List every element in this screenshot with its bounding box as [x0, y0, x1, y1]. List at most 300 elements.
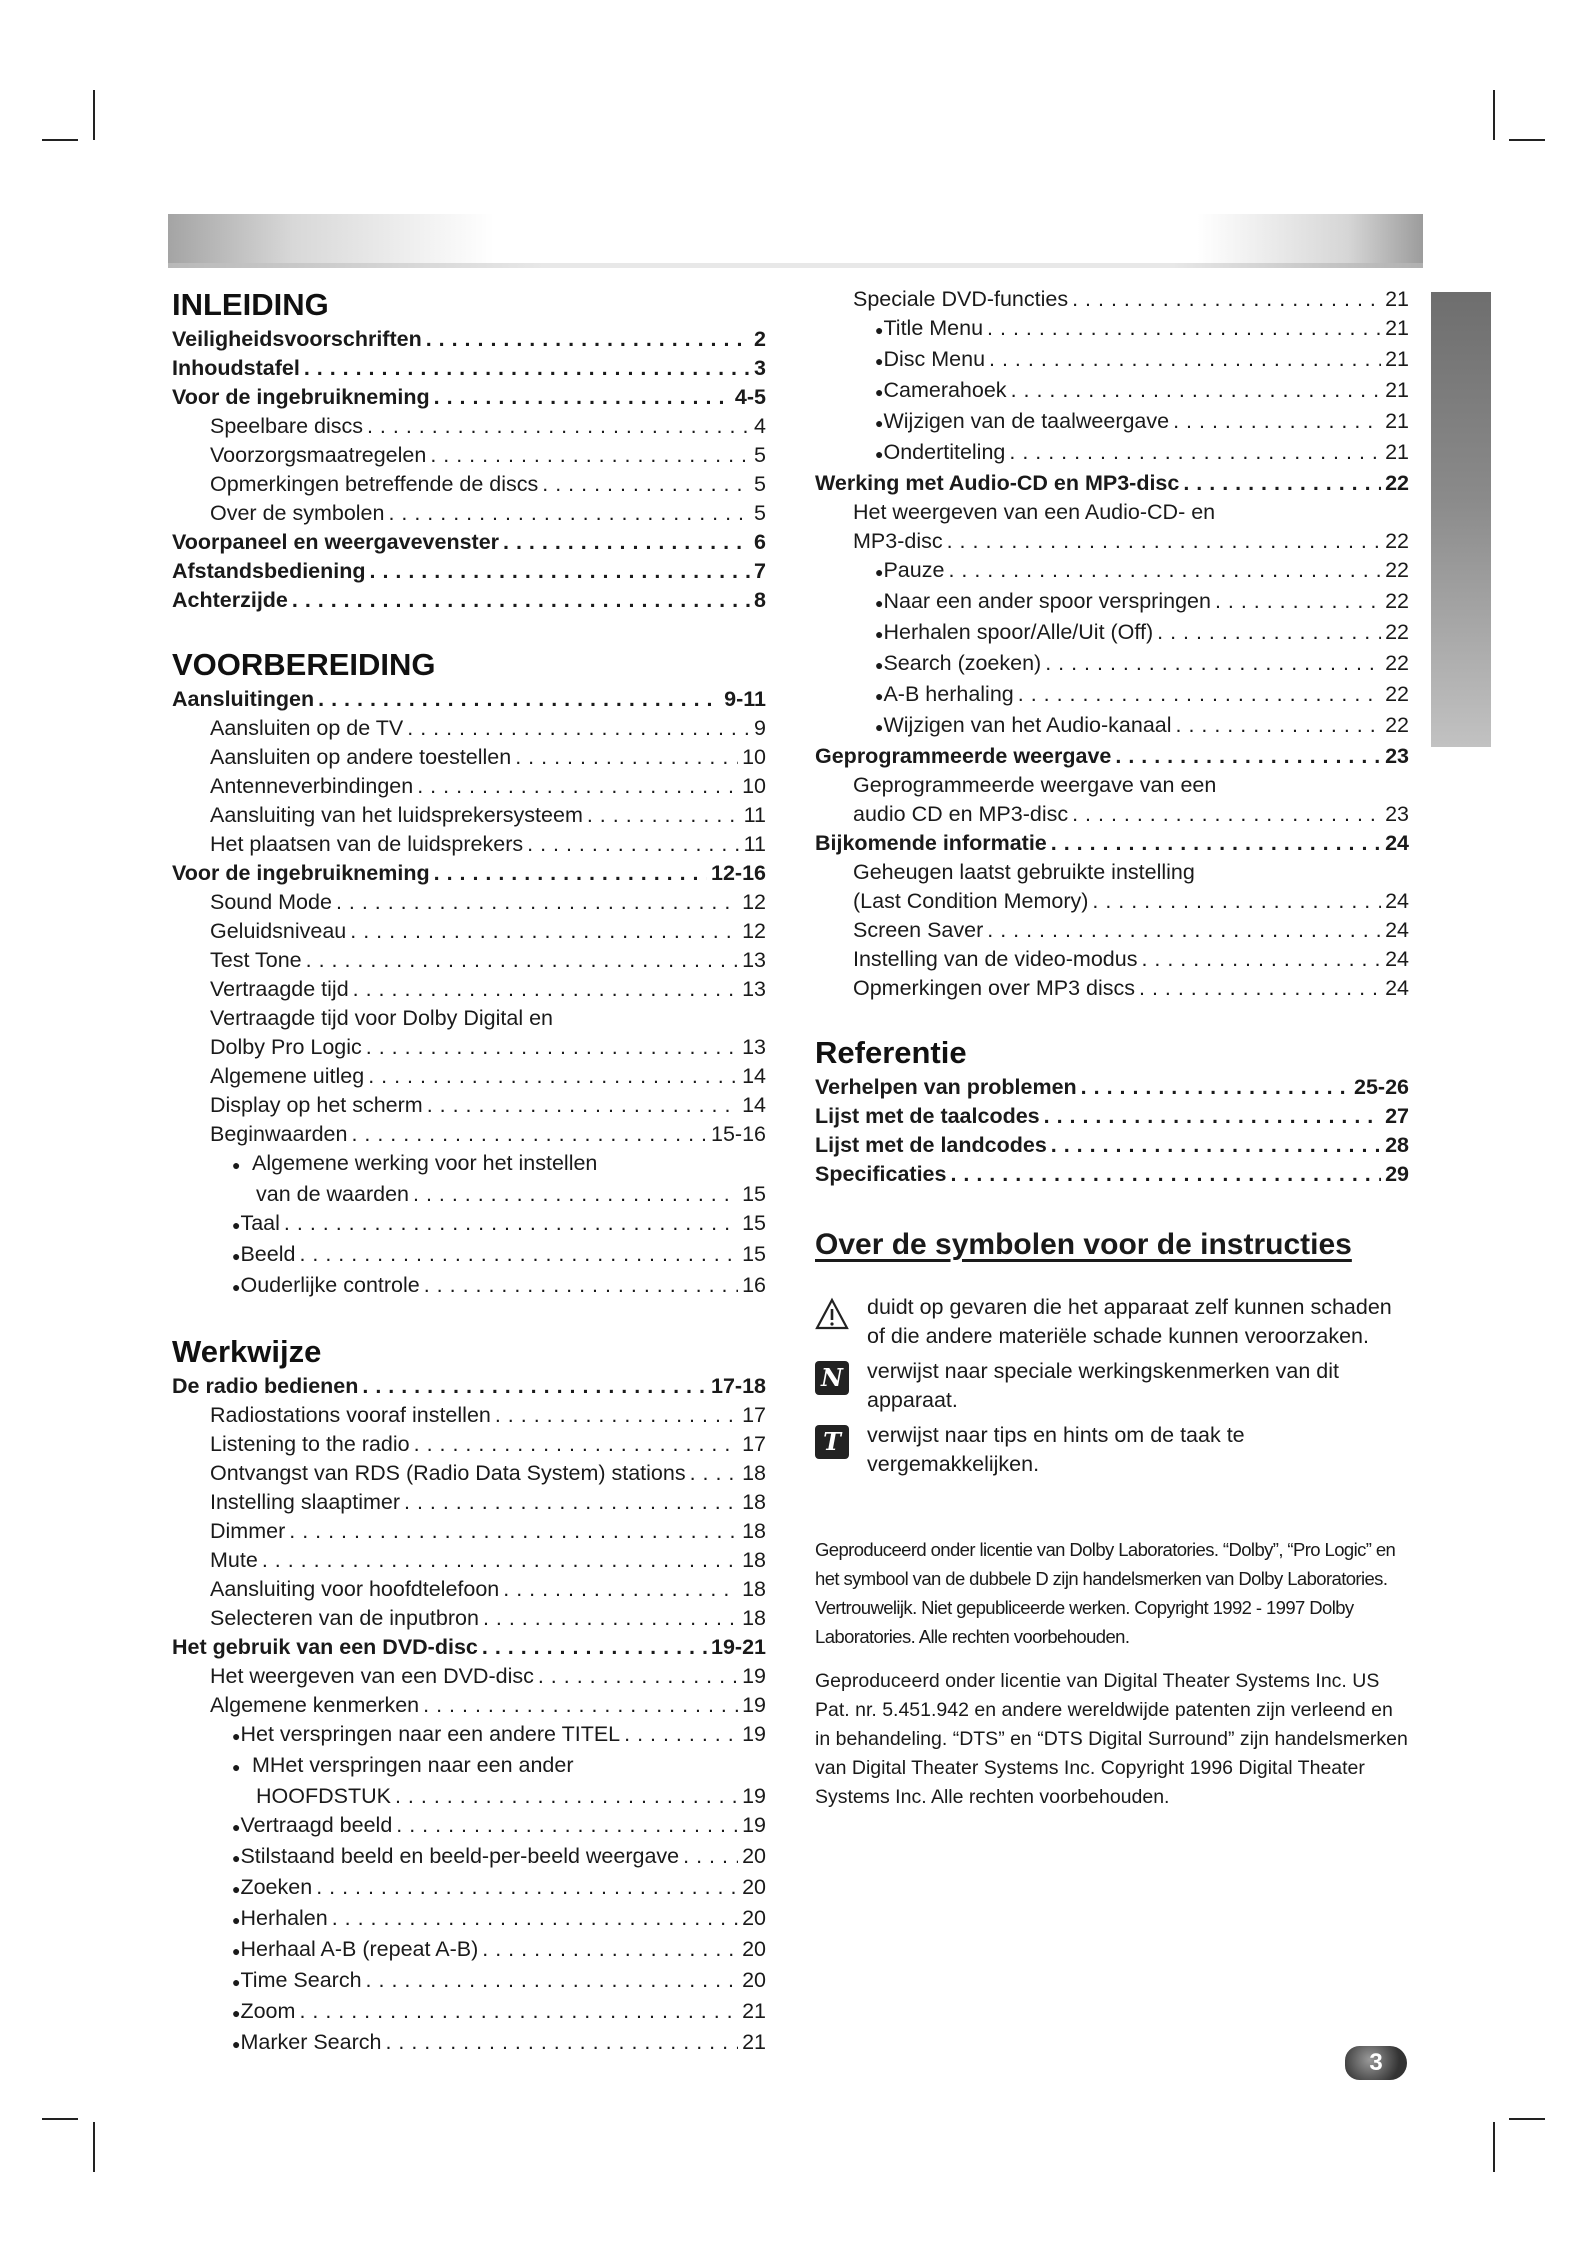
toc-entry-title: [172, 354, 300, 383]
toc-entry: [815, 1160, 1409, 1189]
toc-entry: [815, 916, 1409, 945]
toc-entry-page: 2: [754, 327, 766, 351]
toc-entry-title: [883, 587, 1210, 616]
toc-entry-text: Herhaal A-B (repeat A-B): [240, 1937, 479, 1961]
toc-entry-title: [210, 1691, 419, 1720]
toc-entry-text: Veiligheidsvoorschriften: [172, 327, 422, 351]
side-index-tab: [1431, 292, 1491, 747]
toc-entry-page: 21: [1385, 287, 1409, 311]
bullet-icon: ●: [232, 1850, 241, 1866]
toc-entry-title: [172, 1372, 358, 1401]
leader-dots: [304, 354, 750, 383]
toc-entry-text: Instelling van de video-modus: [853, 947, 1138, 971]
toc-entry-text: Time Search: [240, 1968, 362, 1992]
toc-entry: [815, 649, 1409, 680]
toc-entry-page: 22: [1385, 651, 1409, 675]
leader-dots: [368, 1062, 738, 1091]
toc-entry: [172, 2028, 766, 2059]
toc-entry-page: 21: [1385, 409, 1409, 433]
toc-entry: [172, 1372, 766, 1401]
toc-entry-text: Selecteren van de inputbron: [210, 1606, 479, 1630]
toc-entry: [172, 1842, 766, 1873]
toc-entry: [172, 1488, 766, 1517]
toc-entry: [172, 1149, 766, 1180]
toc-entry: [172, 714, 766, 743]
toc-entry-page: 28: [1385, 1133, 1409, 1157]
symbol-text-warning: duidt op gevaren die het apparaat zelf kunnen schaden of die andere materiële schade kunnen veroorzaken.: [867, 1295, 1392, 1348]
toc-entry-text: Verhelpen van problemen: [815, 1075, 1077, 1099]
note-icon: N: [815, 1361, 849, 1395]
leader-dots: [1173, 407, 1381, 436]
leader-dots: [367, 412, 750, 441]
toc-entry-page: 5: [754, 501, 766, 525]
leader-dots: [351, 1120, 707, 1149]
toc-entry-text: (Last Condition Memory): [853, 889, 1089, 913]
toc-entry-title: [172, 557, 366, 586]
toc-entry-page: 20: [742, 1844, 766, 1868]
toc-entry: [172, 528, 766, 557]
toc-entry-title: [853, 527, 943, 556]
toc-entry-page: 22: [1385, 589, 1409, 613]
toc-entry-title: [883, 407, 1169, 436]
leader-dots: [503, 1575, 738, 1604]
leader-dots: [948, 556, 1381, 585]
toc-entry: [172, 772, 766, 801]
toc-entry: [815, 285, 1409, 314]
toc-entry: [815, 800, 1409, 829]
toc-entry: [172, 917, 766, 946]
toc-entry: [815, 556, 1409, 587]
toc-entry: [172, 1180, 766, 1209]
leader-dots: [426, 325, 750, 354]
toc-entry-text: Werking met Audio-CD en MP3-disc: [815, 471, 1180, 495]
leader-dots: [353, 975, 738, 1004]
toc-entry-text: Title Menu: [883, 316, 984, 340]
toc-entry-text: Geheugen laatst gebruikte instelling: [853, 860, 1195, 884]
symbol-text-tip: verwijst naar tips en hints om de taak te vergemakkelijken.: [867, 1423, 1245, 1476]
toc-left-column: [172, 285, 766, 2059]
toc-entry-text: Wijzigen van het Audio-kanaal: [883, 713, 1172, 737]
toc-entry-page: 10: [742, 745, 766, 769]
crop-mark: [1493, 2122, 1495, 2172]
bullet-icon: ●: [232, 2005, 241, 2021]
toc-entry-page: 15-16: [711, 1122, 766, 1146]
leader-dots: [316, 1873, 738, 1902]
toc-entry-title: [172, 859, 430, 888]
toc-entry-page: 20: [742, 1875, 766, 1899]
toc-entry-title: [240, 1966, 361, 1995]
toc-entry: [172, 499, 766, 528]
crop-mark: [1493, 90, 1495, 140]
leader-dots: [414, 1430, 738, 1459]
toc-entry-title: [240, 1873, 312, 1902]
crop-mark: [93, 90, 95, 140]
toc-entry-text: Algemene uitleg: [210, 1064, 365, 1088]
toc-entry-text: Aansluiting voor hoofdtelefoon: [210, 1577, 500, 1601]
toc-entry-text: Listening to the radio: [210, 1432, 410, 1456]
toc-entry: [172, 412, 766, 441]
leader-dots: [388, 499, 750, 528]
toc-entry: [815, 1073, 1409, 1102]
toc-entry-text: Afstandsbediening: [172, 559, 366, 583]
toc-entry: [172, 1633, 766, 1662]
leader-dots: [434, 859, 707, 888]
toc-entry: [172, 1691, 766, 1720]
toc-entry: [172, 1459, 766, 1488]
toc-entry-title: [815, 1102, 1040, 1131]
tip-icon: T: [815, 1425, 849, 1459]
toc-entry-text: Achterzijde: [172, 588, 288, 612]
toc-entry: [172, 557, 766, 586]
toc-entry-text: Aansluiting van het luidsprekersysteem: [210, 803, 583, 827]
leader-dots: [503, 528, 750, 557]
leader-dots: [538, 1662, 738, 1691]
page-number-badge: 3: [1345, 2046, 1407, 2080]
leader-dots: [407, 714, 750, 743]
bullet-icon: ●: [232, 1912, 241, 1928]
leader-dots: [1157, 618, 1381, 647]
section-gap: [172, 1302, 766, 1332]
toc-entry: [172, 1240, 766, 1271]
toc-entry-page: 21: [1385, 347, 1409, 371]
leader-dots: [299, 1997, 738, 2026]
toc-entry-page: 19: [742, 1722, 766, 1746]
toc-entry-title: [883, 649, 1041, 678]
toc-entry-text: Lijst met de taalcodes: [815, 1104, 1040, 1128]
toc-entry-text: Voorpaneel en weergavevenster: [172, 530, 500, 554]
toc-entry: [815, 829, 1409, 858]
section-title: Werkwijze: [172, 1334, 322, 1369]
toc-entry-title: [210, 1120, 347, 1149]
toc-entry-text: Zoeken: [240, 1875, 313, 1899]
toc-entry-page: 19-21: [711, 1635, 766, 1659]
toc-entry: [815, 771, 1409, 800]
toc-entry: [172, 470, 766, 499]
toc-entry-title: [815, 829, 1047, 858]
toc-entry: [172, 888, 766, 917]
toc-entry-page: 16: [742, 1273, 766, 1297]
leader-dots: [1081, 1073, 1350, 1102]
toc-entry-text: MHet verspringen naar een ander: [252, 1753, 574, 1777]
toc-entry-title: [210, 714, 403, 743]
toc-entry-title: [210, 1033, 362, 1062]
leader-dots: [1072, 285, 1381, 314]
toc-entry-text: De radio bedienen: [172, 1374, 359, 1398]
toc-entry-title: [240, 1811, 392, 1840]
bullet-icon: ●: [875, 415, 884, 431]
toc-entry-page: 5: [754, 472, 766, 496]
toc-entry-page: 9: [754, 716, 766, 740]
leader-dots: [396, 1811, 738, 1840]
toc-entry-page: 24: [1385, 831, 1409, 855]
toc-entry-text: Het verspringen naar een andere TITEL: [240, 1722, 621, 1746]
toc-entry: [172, 1062, 766, 1091]
toc-entry-page: 18: [742, 1606, 766, 1630]
leader-dots: [482, 1633, 707, 1662]
toc-entry-page: 14: [742, 1093, 766, 1117]
toc-entry: [172, 743, 766, 772]
toc-entry-title: [172, 1633, 478, 1662]
section-title: INLEIDING: [172, 287, 329, 322]
toc-entry: [815, 587, 1409, 618]
toc-entry-text: van de waarden: [256, 1182, 409, 1206]
leader-dots: [336, 888, 738, 917]
toc-entry-title: [210, 1091, 423, 1120]
toc-entry-title: [210, 1401, 491, 1430]
toc-entry: [172, 1873, 766, 1904]
leader-dots: [385, 2028, 738, 2057]
leader-dots: [1051, 829, 1381, 858]
toc-entry-title: [883, 438, 1005, 467]
leader-dots: [1141, 945, 1381, 974]
bullet-icon: ●: [875, 719, 884, 735]
toc-entry-text: Search (zoeken): [883, 651, 1042, 675]
toc-entry-title: [210, 499, 384, 528]
toc-entry-text: Geluidsniveau: [210, 919, 347, 943]
toc-entry-title: [240, 1842, 679, 1871]
leader-dots: [413, 1180, 738, 1209]
toc-right-column: [815, 285, 1409, 1812]
section-title-referentie: Referentie: [815, 1035, 967, 1070]
leader-dots: [542, 470, 750, 499]
leader-dots: [404, 1488, 738, 1517]
bullet-icon: ●: [232, 1881, 241, 1897]
bullet-icon: ●: [232, 1157, 241, 1173]
bullet-icon: ●: [875, 564, 884, 580]
toc-entry-title: [210, 946, 302, 975]
toc-entry: [815, 887, 1409, 916]
toc-entry-text: Speelbare discs: [210, 414, 363, 438]
crop-mark: [42, 2118, 78, 2120]
toc-entry-page: 8: [754, 588, 766, 612]
toc-entry-text: Bijkomende informatie: [815, 831, 1047, 855]
toc-entry-text: Het weergeven van een Audio-CD- en: [853, 500, 1216, 524]
leader-dots: [1072, 800, 1381, 829]
toc-entry-text: Stilstaand beeld en beeld-per-beeld weergave: [240, 1844, 680, 1868]
toc-entry-page: 18: [742, 1548, 766, 1572]
toc-entry: [172, 1546, 766, 1575]
section-title: VOORBEREIDING: [172, 647, 436, 682]
toc-entry-text: Lijst met de landcodes: [815, 1133, 1047, 1157]
toc-entry-page: 22: [1385, 713, 1409, 737]
toc-entry-page: 29: [1385, 1162, 1409, 1186]
toc-entry-page: 22: [1385, 558, 1409, 582]
toc-entry-text: Test Tone: [210, 948, 302, 972]
bullet-icon: ●: [875, 688, 884, 704]
toc-entry-title: [210, 1575, 499, 1604]
leader-dots: [434, 383, 731, 412]
leader-dots: [306, 946, 738, 975]
toc-entry-page: 17-18: [711, 1374, 766, 1398]
toc-entry: [172, 1401, 766, 1430]
toc-entry-text: Voor de ingebruikneming: [172, 385, 430, 409]
leader-dots: [989, 345, 1381, 374]
toc-entry-text: Het gebruik van een DVD-disc: [172, 1635, 478, 1659]
toc-entry-title: [172, 586, 288, 615]
toc-entry-title: [853, 498, 1215, 527]
leader-dots: [430, 441, 750, 470]
leader-dots: [1044, 1102, 1381, 1131]
toc-entry-text: Disc Menu: [883, 347, 986, 371]
toc-entry-title: [853, 800, 1068, 829]
symbol-row-warning: [815, 1293, 1409, 1351]
toc-entry-text: Naar een ander spoor verspringen: [883, 589, 1211, 613]
toc-entry-title: [240, 1997, 295, 2026]
toc-entry: [172, 801, 766, 830]
leader-dots: [292, 586, 750, 615]
leader-dots: [370, 557, 751, 586]
toc-entry-text: Algemene kenmerken: [210, 1693, 420, 1717]
toc-entry-title: [172, 685, 314, 714]
toc-entry-page: 7: [754, 559, 766, 583]
toc-entry-page: 21: [1385, 440, 1409, 464]
toc-entry-text: Herhalen: [240, 1906, 328, 1930]
leader-dots: [587, 801, 740, 830]
leader-dots: [1215, 587, 1381, 616]
toc-entry-title: [240, 1935, 478, 1964]
toc-entry-page: 23: [1385, 744, 1409, 768]
toc-entry-title: [210, 1488, 400, 1517]
toc-entry-page: 11: [743, 832, 766, 856]
toc-entry: [172, 1751, 766, 1782]
toc-entry: [815, 469, 1409, 498]
leader-dots: [1045, 649, 1381, 678]
toc-entry-text: Opmerkingen betreffende de discs: [210, 472, 539, 496]
toc-entry-title: [853, 916, 983, 945]
toc-entry-page: 13: [742, 977, 766, 1001]
symbol-text-note: verwijst naar speciale werkingskenmerken van dit apparaat.: [867, 1359, 1340, 1412]
toc-entry-title: [210, 441, 426, 470]
toc-entry-title: [883, 618, 1153, 647]
toc-entry: [172, 1782, 766, 1811]
bullet-icon: ●: [232, 1974, 241, 1990]
bullet-icon: ●: [232, 1943, 241, 1959]
toc-entry: [172, 1575, 766, 1604]
leader-dots: [427, 1091, 738, 1120]
toc-entry-page: 19: [742, 1693, 766, 1717]
symbols-heading: Over de symbolen voor de instructies: [815, 1228, 1352, 1261]
toc-entry-text: Geprogrammeerde weergave: [815, 744, 1112, 768]
bullet-icon: ●: [232, 1819, 241, 1835]
leader-dots: [1011, 376, 1382, 405]
leader-dots: [483, 1604, 738, 1633]
toc-entry-text: Voorzorgsmaatregelen: [210, 443, 427, 467]
toc-entry: [815, 945, 1409, 974]
toc-entry: [172, 1662, 766, 1691]
toc-entry-text: Vertraagde tijd voor Dolby Digital en: [210, 1006, 553, 1030]
toc-entry-page: 17: [742, 1432, 766, 1456]
bullet-icon: ●: [232, 1759, 241, 1775]
toc-entry-text: Beeld: [240, 1242, 296, 1266]
leader-dots: [947, 527, 1381, 556]
toc-entry-page: 10: [742, 774, 766, 798]
toc-entry-title: [252, 1149, 597, 1178]
toc-entry: [172, 1904, 766, 1935]
toc-entry-text: Vertraagde tijd: [210, 977, 349, 1001]
section-gap: [815, 1003, 1409, 1033]
toc-entry-text: Aansluitingen: [172, 687, 315, 711]
toc-entry-page: 24: [1385, 947, 1409, 971]
toc-continuation: [815, 285, 1409, 1003]
toc-entry-title: [172, 325, 422, 354]
toc-entry-title: [240, 1209, 279, 1238]
toc-entry-page: 20: [742, 1968, 766, 1992]
leader-dots: [987, 916, 1381, 945]
toc-entry-text: Aansluiten op andere toestellen: [210, 745, 512, 769]
toc-entry: [172, 1935, 766, 1966]
toc-entry-title: [210, 1459, 686, 1488]
leader-dots: [417, 772, 738, 801]
toc-entry-title: [815, 469, 1179, 498]
toc-entry: [815, 438, 1409, 469]
symbol-row-tip: [815, 1421, 1409, 1479]
toc-entry: [172, 441, 766, 470]
toc-entry-page: 6: [754, 530, 766, 554]
leader-dots: [690, 1459, 738, 1488]
leader-dots: [289, 1517, 738, 1546]
toc-entry-page: 13: [742, 1035, 766, 1059]
leader-dots: [318, 685, 720, 714]
leader-dots: [515, 743, 738, 772]
leader-dots: [950, 1160, 1381, 1189]
toc-entry-page: 12: [742, 890, 766, 914]
legal-dts: Geproduceerd onder licentie van Digital Theater Systems Inc. US Pat. nr. 5.451.942 en andere wereldwijde patenten zijn verleend en in behandeling. “DTS” en “DTS Digital Surround” zijn handelsmerken van Digital Theater Systems Inc. Copyright 1996 Digital Theater Systems Inc. Alle rechten voorbehouden.: [815, 1670, 1408, 1808]
toc-entry-page: 18: [742, 1490, 766, 1514]
leader-dots: [332, 1904, 738, 1933]
toc-entry-page: 15: [742, 1182, 766, 1206]
toc-entry: [172, 1811, 766, 1842]
toc-entry: [172, 685, 766, 714]
toc-entry-text: Radiostations vooraf instellen: [210, 1403, 491, 1427]
toc-entry-title: [256, 1180, 409, 1209]
toc-entry-text: Beginwaarden: [210, 1122, 348, 1146]
toc-entry: [172, 1604, 766, 1633]
toc-entry: [815, 858, 1409, 887]
leader-dots: [1051, 1131, 1381, 1160]
toc-entry-page: 4-5: [734, 385, 766, 409]
toc-entry-title: [883, 556, 944, 585]
leader-dots: [262, 1546, 738, 1575]
toc-entry-title: [210, 1004, 553, 1033]
toc-entry-text: Sound Mode: [210, 890, 332, 914]
toc-entry-title: [853, 858, 1195, 887]
toc-entry: [172, 383, 766, 412]
toc-entry-title: [210, 888, 332, 917]
toc-entry: [172, 1517, 766, 1546]
leader-dots: [1115, 742, 1381, 771]
toc-entry-text: A-B herhaling: [883, 682, 1014, 706]
toc-entry: [815, 314, 1409, 345]
toc-entry: [815, 742, 1409, 771]
leader-dots: [1183, 469, 1381, 498]
toc-entry-page: 4: [754, 414, 766, 438]
toc-entry-text: Speciale DVD-functies: [853, 287, 1069, 311]
bullet-icon: ●: [232, 2036, 241, 2052]
toc-entry-text: Ouderlijke controle: [240, 1273, 420, 1297]
section-gap: [172, 615, 766, 645]
toc-entry: [172, 1004, 766, 1033]
toc-entry-page: 19: [742, 1813, 766, 1837]
toc-entry-page: 18: [742, 1519, 766, 1543]
toc-entry-text: Ondertiteling: [883, 440, 1006, 464]
toc-entry-text: HOOFDSTUK: [256, 1784, 391, 1808]
toc-entry-page: 11: [743, 803, 766, 827]
toc-entry-title: [883, 376, 1006, 405]
toc-entry-text: Het plaatsen van de luidsprekers: [210, 832, 524, 856]
leader-dots: [1139, 974, 1381, 1003]
toc-entry-title: [210, 470, 538, 499]
toc-entry-title: [815, 1073, 1077, 1102]
